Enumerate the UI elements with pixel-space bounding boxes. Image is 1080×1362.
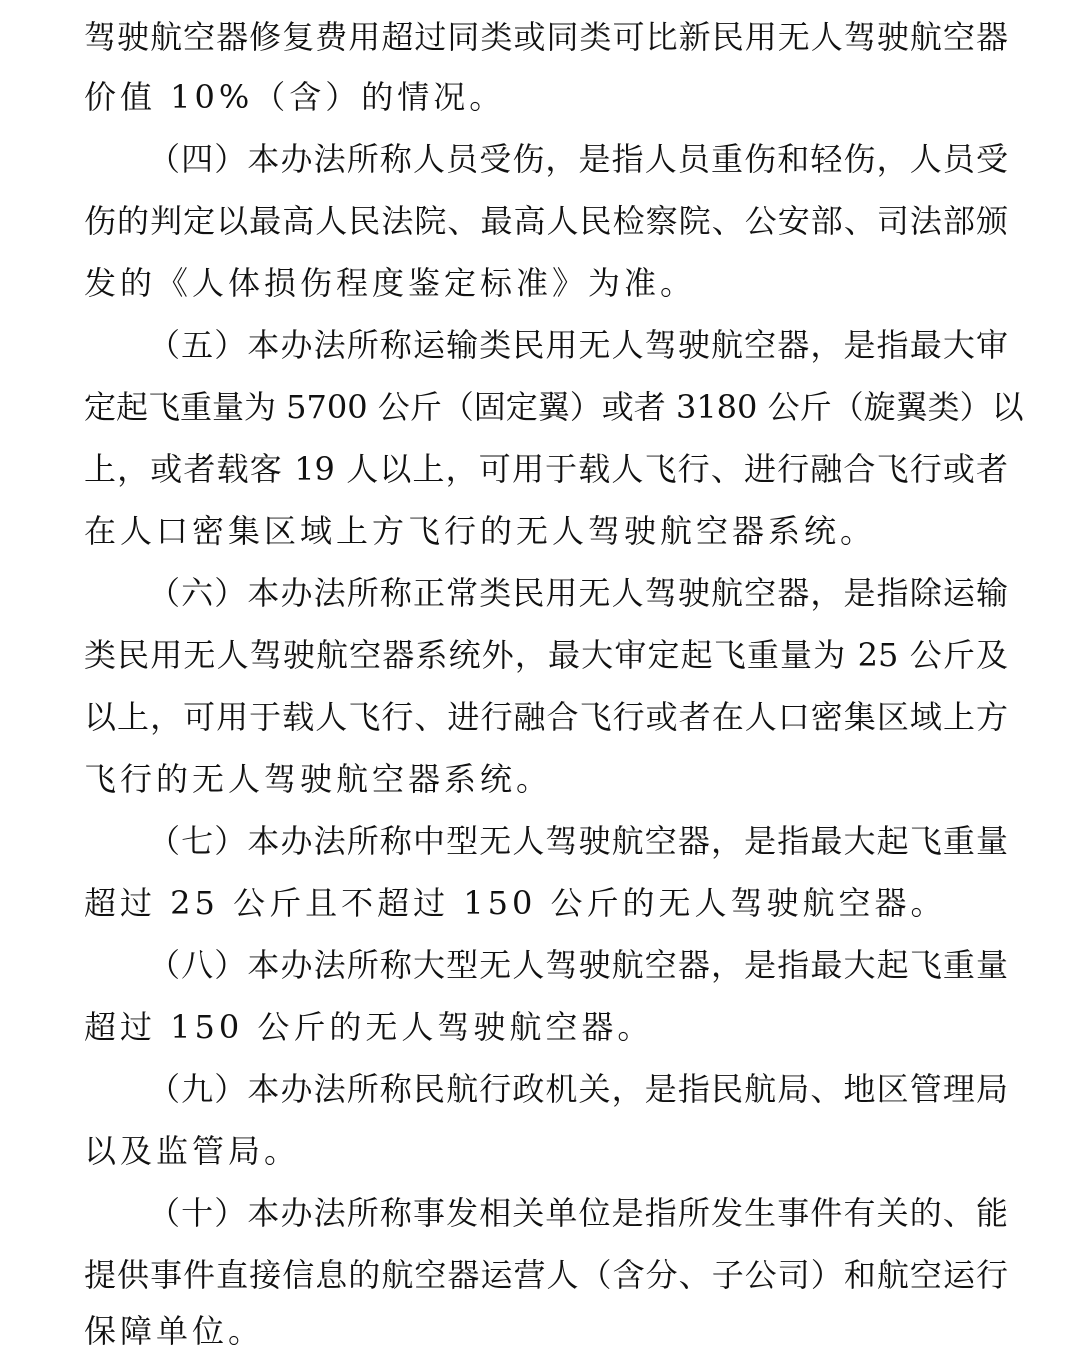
text-line	[0, 128, 1080, 190]
text-line	[0, 66, 1080, 128]
text-line-content: （五）本办法所称运输类民用无人驾驶航空器，是指最大审	[148, 326, 1008, 364]
text-line-content: 保障单位。	[84, 1312, 265, 1350]
text-line-content: 价值 10%（含）的情况。	[84, 78, 506, 116]
text-line-content: 超过 150 公斤的无人驾驶航空器。	[84, 1008, 654, 1046]
text-line	[0, 376, 1080, 438]
text-line-content: 伤的判定以最高人民法院、最高人民检察院、公安部、司法部颁	[84, 202, 1008, 240]
text-line-content: （六）本办法所称正常类民用无人驾驶航空器，是指除运输	[148, 574, 1008, 612]
text-line	[0, 686, 1080, 748]
text-line-content: 飞行的无人驾驶航空器系统。	[84, 760, 553, 798]
text-line-content: 超过 25 公斤且不超过 150 公斤的无人驾驶航空器。	[84, 884, 947, 922]
text-line-content: 类民用无人驾驶航空器系统外，最大审定起飞重量为 25 公斤及	[84, 636, 1008, 674]
text-line-content: （九）本办法所称民航行政机关，是指民航局、地区管理局	[148, 1070, 1008, 1108]
text-line	[0, 562, 1080, 624]
text-line	[0, 1058, 1080, 1120]
text-line	[0, 996, 1080, 1058]
text-line	[0, 1300, 1080, 1362]
text-line	[0, 252, 1080, 314]
text-line-content: （七）本办法所称中型无人驾驶航空器，是指最大起飞重量	[148, 822, 1008, 860]
text-line	[0, 748, 1080, 810]
text-line	[0, 810, 1080, 872]
text-line-content: （四）本办法所称人员受伤，是指人员重伤和轻伤，人员受	[148, 140, 1008, 178]
text-line-content: （八）本办法所称大型无人驾驶航空器，是指最大起飞重量	[148, 946, 1008, 984]
text-line	[0, 934, 1080, 996]
text-line	[0, 500, 1080, 562]
text-line-content: 以上，可用于载人飞行、进行融合飞行或者在人口密集区域上方	[84, 698, 1008, 736]
text-line	[0, 314, 1080, 376]
text-line	[0, 6, 1080, 68]
text-line	[0, 624, 1080, 686]
text-line-content: 上，或者载客 19 人以上，可用于载人飞行、进行融合飞行或者	[84, 450, 1008, 488]
text-line-content: （十）本办法所称事发相关单位是指所发生事件有关的、能	[148, 1194, 1008, 1232]
text-line	[0, 1244, 1080, 1306]
text-line-content: 定起飞重量为 5700 公斤（固定翼）或者 3180 公斤（旋翼类）以	[84, 388, 1024, 426]
text-line	[0, 1120, 1080, 1182]
text-line	[0, 438, 1080, 500]
text-line-content: 在人口密集区域上方飞行的无人驾驶航空器系统。	[84, 512, 877, 550]
text-line	[0, 872, 1080, 934]
text-line	[0, 190, 1080, 252]
text-line-content: 提供事件直接信息的航空器运营人（含分、子公司）和航空运行	[84, 1256, 1008, 1294]
text-line-content: 驾驶航空器修复费用超过同类或同类可比新民用无人驾驶航空器	[84, 18, 1008, 56]
text-line-content: 发的《人体损伤程度鉴定标准》为准。	[84, 264, 697, 302]
text-line-content: 以及监管局。	[84, 1132, 301, 1170]
text-line	[0, 1182, 1080, 1244]
